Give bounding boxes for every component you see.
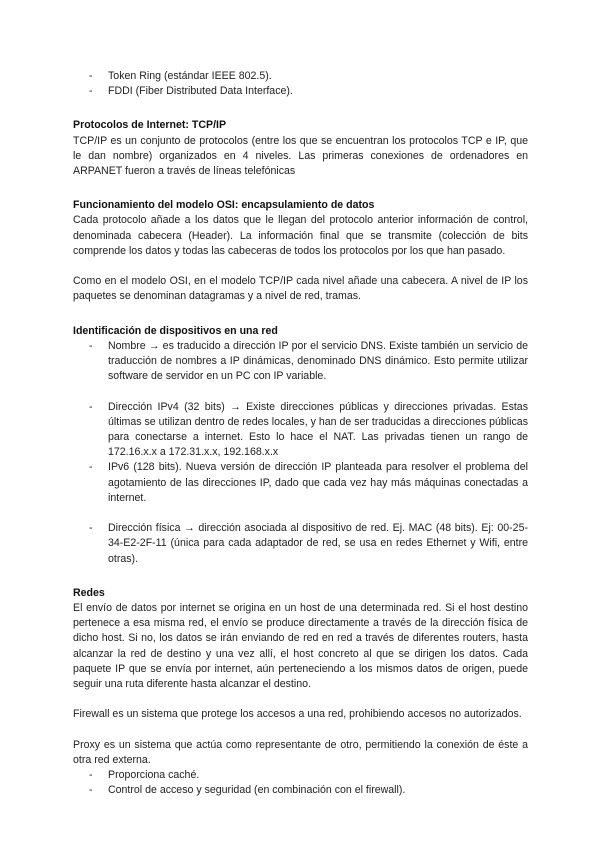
list-item: - Token Ring (estándar IEEE 802.5). bbox=[73, 69, 528, 84]
proxy-paragraph: Proxy es un sistema que actúa como representante de otro, permitiendo la conexión de éste a otra red externa. bbox=[73, 738, 528, 767]
firewall-paragraph: Firewall es un sistema que protege los accesos a una red, prohibiendo accesos no autorizados. bbox=[73, 708, 522, 721]
osi-paragraph-1: Cada protocolo añade a los datos que le llegan del protocolo anterior información de control, denominada cabecera (Header). La información final que se transmite (colección de bits comprende los datos y todas las cabeceras de todos los protocolos por los que han pasado. bbox=[73, 214, 528, 257]
devices-list bbox=[73, 339, 528, 567]
network-types-list bbox=[73, 69, 528, 99]
section-heading-tcpip: Protocolos de Internet: TCP/IP bbox=[73, 119, 227, 132]
osi-paragraph-2: Como en el modelo OSI, en el modelo TCP/IP cada nivel añade una cabecera. A nivel de IP los paquetes se denominan datagramas y a nivel de red, tramas. bbox=[73, 275, 528, 303]
list-item: - Control de acceso y seguridad (en combinación con el firewall). bbox=[73, 783, 528, 798]
proxy-features-list bbox=[73, 768, 528, 798]
dash-bullet: - bbox=[89, 769, 93, 782]
section-heading-devices: Identificación de dispositivos en una red bbox=[73, 324, 278, 337]
dash-bullet: - bbox=[89, 461, 93, 474]
redes-paragraph-1: El envío de datos por internet se origina en un host de una determinada red. Si el host destino pertenece a esa misma red, el envío se produce directamente a través de la dirección física de dicho host. Si no, los datos se irán enviando de red en red a través de diferentes routers, hasta alcanzar la red de destino y una vez allí, el host concreto al que se dirigen los datos. Cada paquete IP que se envía por internet, aún perteneciendo a los mismos datos de origen, puede seguir una ruta diferente hasta alcanzar el destino. bbox=[73, 602, 528, 691]
list-item: - FDDI (Fiber Distributed Data Interface). bbox=[73, 84, 528, 99]
list-item: - IPv6 (128 bits). Nueva versión de dirección IP planteada para resolver el problema del agotamiento de las direcciones IP, dado que cada vez hay más máquinas conectadas a internet. bbox=[89, 461, 528, 504]
dash-bullet: - bbox=[89, 85, 93, 98]
dash-bullet: - bbox=[89, 522, 93, 535]
section-heading-redes: Redes bbox=[73, 586, 105, 599]
list-item: - Dirección IPv4 (32 bits) → Existe direcciones públicas y direcciones privadas. Estas últimas se utilizan dentro de redes locales, y han de ser traducidas a direcciones públicas para conectarse a internet. Esto lo hace el NAT. Las privadas tienen un rango de 172.16.x.x a 172.31.x.x, 192.168.x.x bbox=[89, 400, 528, 459]
dash-bullet: - bbox=[89, 339, 93, 352]
tcpip-paragraph: TCP/IP es un conjunto de protocolos (entre los que se encuentran los protocolos TCP e IP, que le dan nombre) organizados en 4 niveles. Las primeras conexiones de ordenadores en ARPANET fueron a través de líneas telefónicas bbox=[73, 134, 528, 178]
list-item: - Nombre → es traducido a dirección IP por el servicio DNS. Existe también un servicio de traducción de nombres a IP dinámicas, denominado DNS dinámico. Esto permite utilizar software de servidor en un PC con IP variable. bbox=[89, 339, 528, 383]
list-item: - Proporciona caché. bbox=[73, 768, 528, 783]
dash-bullet: - bbox=[89, 784, 93, 797]
dash-bullet: - bbox=[89, 70, 93, 82]
dash-bullet: - bbox=[89, 400, 93, 413]
section-heading-osi: Funcionamiento del modelo OSI: encapsulamiento de datos bbox=[73, 199, 375, 212]
list-item: - Dirección física → dirección asociada al dispositivo de red. Ej. MAC (48 bits). Ej: 00-25-34-E2-2F-11 (única para cada adaptador de red, se usa en redes Ethernet y Wifi, entre otras). bbox=[89, 522, 528, 565]
